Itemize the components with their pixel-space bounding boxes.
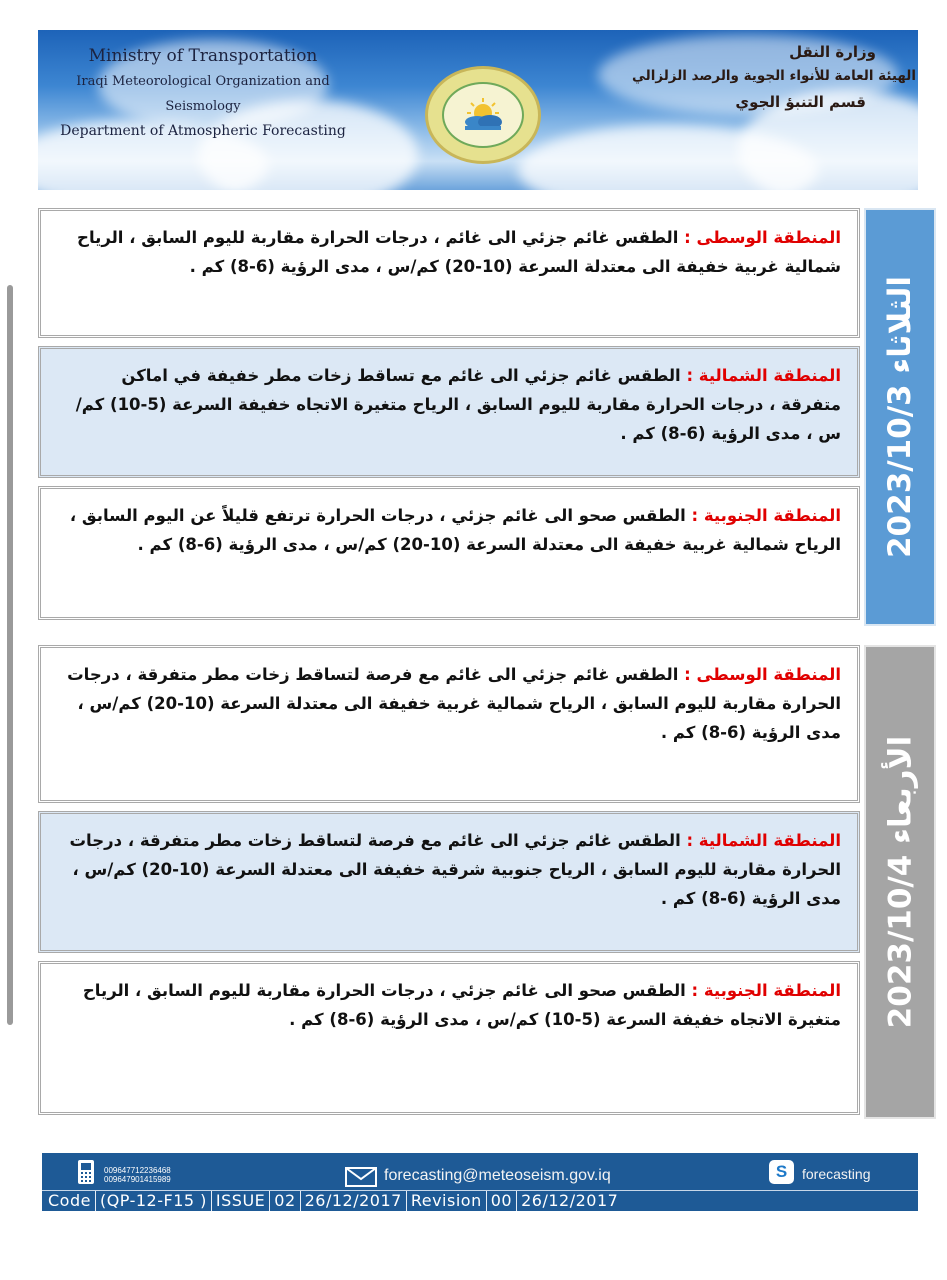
region-label: المنطقة الشمالية : bbox=[686, 831, 841, 850]
header-english bbox=[38, 44, 368, 144]
organization-logo bbox=[425, 66, 541, 164]
region-forecast: الطقس صحو الى غائم جزئي ، درجات الحرارة ترتفع قليلاً عن اليوم السابق ، الرياح شمالية غربية خفيفة الى معتدلة السرعة (10-20) كم/س ، مدى الرؤية (6-8) كم . bbox=[69, 506, 841, 554]
phone-numbers bbox=[104, 1166, 171, 1184]
organization-name-ar: الهيئة العامة للأنواء الجوية والرصد الزلزالي bbox=[631, 68, 916, 84]
code-cell: 02 bbox=[269, 1191, 299, 1211]
region-forecast: الطقس غائم جزئي الى غائم مع تساقط زخات مطر خفيفة في اماكن متفرقة ، درجات الحرارة مقاربة لليوم السابق ، الرياح متغيرة الاتجاه خفيفة السرعة (5-10) كم/س ، مدى الرؤية (6-8) كم . bbox=[75, 366, 841, 443]
envelope-icon bbox=[345, 1167, 377, 1187]
region-forecast: الطقس صحو الى غائم جزئي ، درجات الحرارة مقاربة لليوم السابق ، الرياح متغيرة الاتجاه خفيفة السرعة (5-10) كم/س ، مدى الرؤية (6-8) كم . bbox=[82, 981, 841, 1029]
region-box-north bbox=[38, 811, 860, 953]
sun-cloud-icon bbox=[453, 95, 513, 135]
ministry-name-ar: وزارة النقل bbox=[789, 43, 876, 61]
region-forecast: الطقس غائم جزئي الى غائم مع فرصة لتساقط زخات مطر متفرقة ، درجات الحرارة مقاربة لليوم السابق ، الرياح جنوبية شرقية خفيفة الى معتدلة السرعة (10-20) كم/س ، مدى الرؤية (6-8) كم . bbox=[69, 831, 841, 908]
code-cell: 26/12/2017 bbox=[300, 1191, 406, 1211]
department-name-ar: قسم التنبؤ الجوي bbox=[735, 93, 866, 111]
region-box-south bbox=[38, 961, 860, 1115]
document-code-row bbox=[42, 1190, 918, 1211]
code-cell: 00 bbox=[486, 1191, 516, 1211]
phone-number[interactable]: 009647901415989 bbox=[104, 1175, 171, 1184]
day-tab-1 bbox=[864, 208, 936, 626]
region-box-south bbox=[38, 486, 860, 620]
code-cell: ISSUE bbox=[211, 1191, 269, 1211]
region-label: المنطقة الوسطى : bbox=[684, 665, 841, 684]
skype-handle[interactable]: forecasting bbox=[802, 1166, 871, 1182]
contact-row bbox=[42, 1153, 918, 1189]
code-cell: 26/12/2017 bbox=[516, 1191, 622, 1211]
department-name-en: Department of Atmospheric Forecasting bbox=[60, 123, 346, 139]
day-section-1 bbox=[38, 208, 936, 626]
region-forecast: الطقس غائم جزئي الى غائم مع فرصة لتساقط زخات مطر متفرقة ، درجات الحرارة مقاربة لليوم السابق ، الرياح شمالية غربية خفيفة الى معتدلة السرعة (10-20) كم/س ، مدى الرؤية (6-8) كم . bbox=[67, 665, 841, 742]
skype-icon: S bbox=[769, 1160, 794, 1184]
ministry-name-en: Ministry of Transportation bbox=[88, 46, 318, 66]
header-banner bbox=[38, 30, 918, 190]
organization-name-en: Iraqi Meteorological Organization and Seismology bbox=[76, 74, 330, 114]
region-label: المنطقة الجنوبية : bbox=[691, 981, 841, 1000]
day-section-2 bbox=[38, 645, 936, 1119]
email-link[interactable]: forecasting@meteoseism.gov.iq bbox=[384, 1167, 611, 1184]
day-tab-2 bbox=[864, 645, 936, 1119]
phone-icon bbox=[76, 1159, 96, 1185]
phone-number[interactable]: 009647712236468 bbox=[104, 1166, 171, 1175]
day-label: الأربعاء 2023/10/4 bbox=[882, 735, 918, 1029]
header-arabic bbox=[596, 40, 916, 116]
footer-bar bbox=[42, 1153, 918, 1211]
code-cell: (QP-12-F15 ) bbox=[95, 1191, 211, 1211]
region-box-north bbox=[38, 346, 860, 478]
code-cell: Code bbox=[48, 1191, 91, 1210]
code-cell: Revision bbox=[406, 1191, 486, 1211]
region-box-central bbox=[38, 208, 860, 338]
region-label: المنطقة الشمالية : bbox=[686, 366, 841, 385]
region-forecast: الطقس غائم جزئي الى غائم ، درجات الحرارة مقاربة لليوم السابق ، الرياح شمالية غربية خفيفة الى معتدلة السرعة (10-20) كم/س ، مدى الرؤية (6-8) كم . bbox=[77, 228, 841, 276]
day-label: الثلاثاء 2023/10/3 bbox=[882, 275, 918, 559]
region-label: المنطقة الجنوبية : bbox=[691, 506, 841, 525]
scroll-indicator[interactable] bbox=[7, 285, 13, 1025]
region-label: المنطقة الوسطى : bbox=[684, 228, 841, 247]
region-box-central bbox=[38, 645, 860, 803]
